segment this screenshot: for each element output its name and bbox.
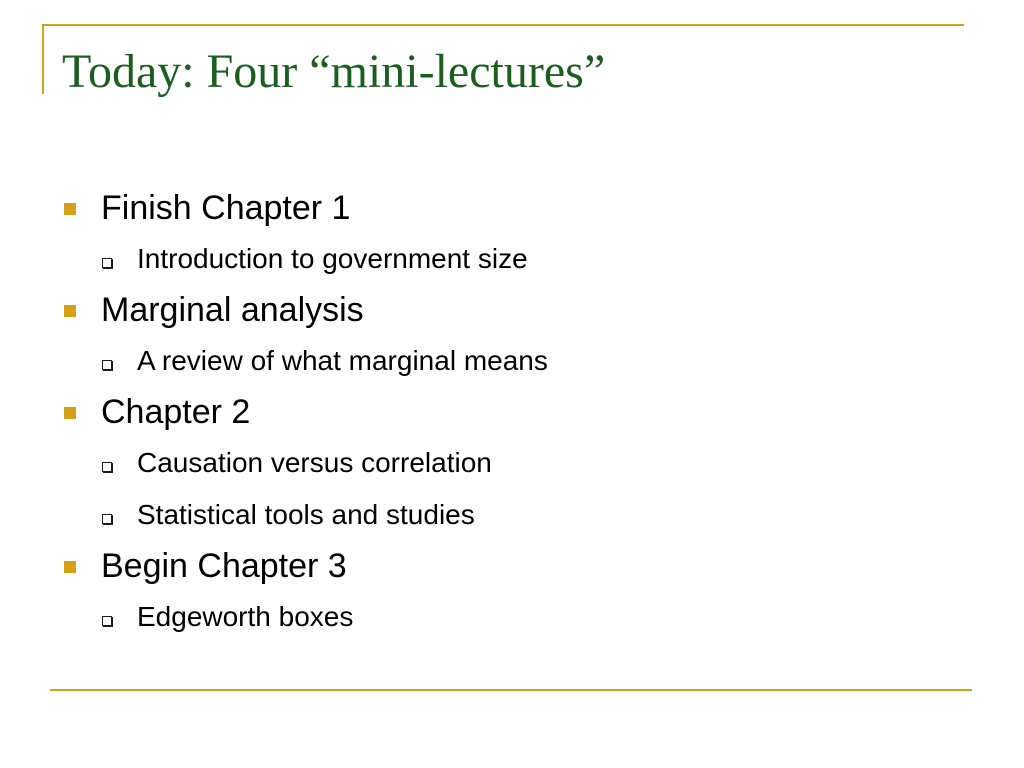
- hollow-square-bullet-icon: [102, 462, 112, 472]
- sub-bullet-text: Statistical tools and studies: [137, 499, 475, 530]
- sub-bullet-list: [101, 335, 962, 387]
- sub-bullet-item: [101, 437, 962, 489]
- sub-bullet-text: A review of what marginal means: [137, 345, 548, 376]
- bullet-text: Chapter 2: [101, 393, 251, 431]
- left-rule: [42, 24, 44, 94]
- sub-bullet-text: Edgeworth boxes: [137, 601, 354, 632]
- sub-bullet-list: [101, 591, 962, 643]
- bullet-item: [62, 387, 962, 541]
- sub-bullet-item: [101, 591, 962, 643]
- sub-bullet-list: [101, 233, 962, 285]
- gold-square-bullet-icon: [64, 203, 76, 215]
- hollow-square-bullet-icon: [102, 360, 112, 370]
- sub-bullet-item: [101, 489, 962, 541]
- top-rule: [42, 24, 964, 26]
- hollow-square-bullet-icon: [102, 514, 112, 524]
- bullet-text: Finish Chapter 1: [101, 189, 351, 227]
- bullet-item: [62, 183, 962, 285]
- gold-square-bullet-icon: [64, 407, 76, 419]
- bullet-text: Marginal analysis: [101, 291, 364, 329]
- bullet-item: [62, 285, 962, 387]
- sub-bullet-text: Introduction to government size: [137, 243, 528, 274]
- hollow-square-bullet-icon: [102, 616, 112, 626]
- slide-title: Today: Four “mini-lectures”: [62, 45, 606, 98]
- gold-square-bullet-icon: [64, 561, 76, 573]
- bottom-rule: [50, 689, 972, 691]
- sub-bullet-item: [101, 335, 962, 387]
- bullet-list: [62, 183, 962, 643]
- bullet-text: Begin Chapter 3: [101, 547, 347, 585]
- bullet-item: [62, 541, 962, 643]
- sub-bullet-text: Causation versus correlation: [137, 447, 492, 478]
- gold-square-bullet-icon: [64, 305, 76, 317]
- sub-bullet-list: [101, 437, 962, 541]
- sub-bullet-item: [101, 233, 962, 285]
- hollow-square-bullet-icon: [102, 258, 112, 268]
